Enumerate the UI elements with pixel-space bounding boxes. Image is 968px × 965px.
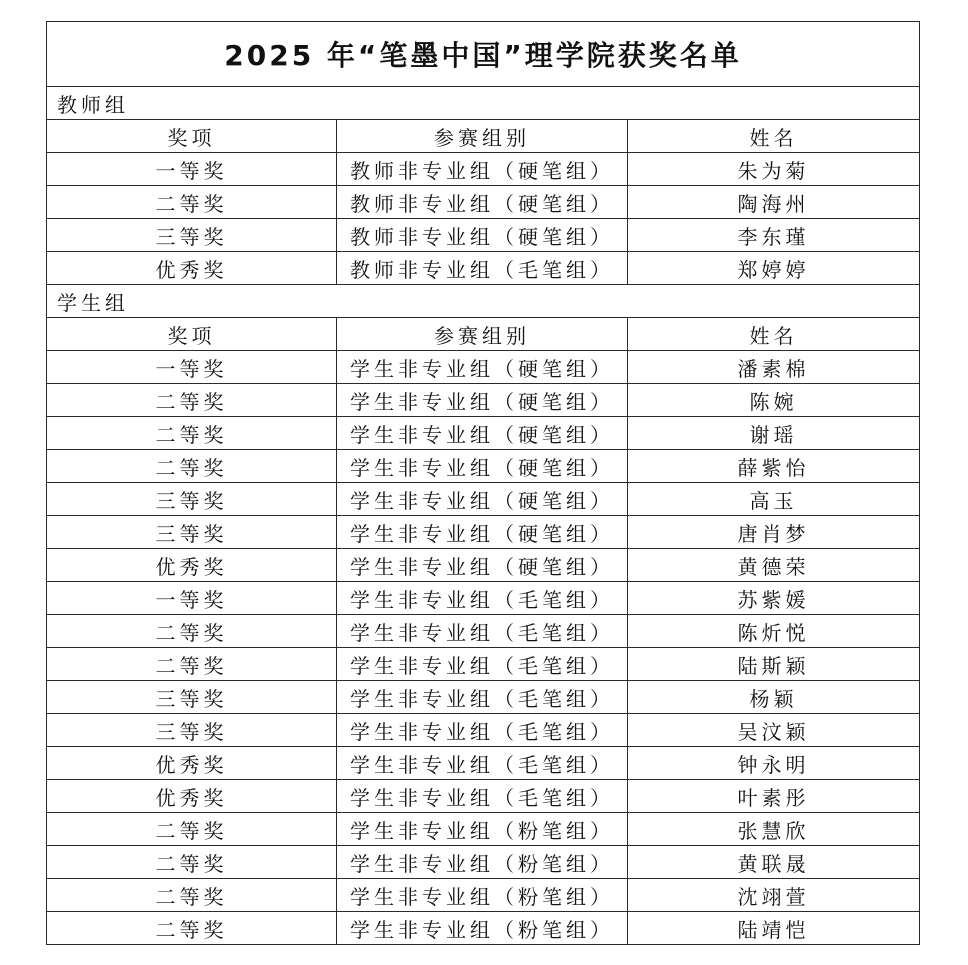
name-cell: 黄联晟 bbox=[628, 846, 920, 879]
table-row bbox=[47, 219, 920, 252]
award-table-body bbox=[47, 22, 920, 945]
section-label: 学生组 bbox=[47, 285, 920, 318]
award-cell: 二等奖 bbox=[47, 912, 337, 945]
award-cell: 一等奖 bbox=[47, 153, 337, 186]
award-cell: 二等奖 bbox=[47, 186, 337, 219]
name-cell: 唐肖梦 bbox=[628, 516, 920, 549]
header-row bbox=[47, 120, 920, 153]
name-cell: 叶素彤 bbox=[628, 780, 920, 813]
section-row bbox=[47, 285, 920, 318]
award-cell: 二等奖 bbox=[47, 417, 337, 450]
award-cell: 二等奖 bbox=[47, 615, 337, 648]
award-cell: 优秀奖 bbox=[47, 549, 337, 582]
table-row bbox=[47, 351, 920, 384]
award-cell: 二等奖 bbox=[47, 846, 337, 879]
table-row bbox=[47, 252, 920, 285]
category-cell: 学生非专业组（毛笔组） bbox=[337, 648, 628, 681]
name-cell: 沈翊萱 bbox=[628, 879, 920, 912]
category-cell: 学生非专业组（硬笔组） bbox=[337, 483, 628, 516]
award-cell: 一等奖 bbox=[47, 351, 337, 384]
award-cell: 三等奖 bbox=[47, 219, 337, 252]
title-row bbox=[47, 22, 920, 87]
table-row bbox=[47, 747, 920, 780]
table-row bbox=[47, 384, 920, 417]
name-cell: 黄德荣 bbox=[628, 549, 920, 582]
category-cell: 学生非专业组（毛笔组） bbox=[337, 747, 628, 780]
award-cell: 二等奖 bbox=[47, 450, 337, 483]
name-cell: 谢瑶 bbox=[628, 417, 920, 450]
category-cell: 学生非专业组（硬笔组） bbox=[337, 549, 628, 582]
table-row bbox=[47, 813, 920, 846]
award-cell: 二等奖 bbox=[47, 879, 337, 912]
table-row bbox=[47, 681, 920, 714]
table-row bbox=[47, 516, 920, 549]
category-cell: 学生非专业组（硬笔组） bbox=[337, 351, 628, 384]
award-cell: 优秀奖 bbox=[47, 780, 337, 813]
table-row bbox=[47, 153, 920, 186]
table-row bbox=[47, 549, 920, 582]
section-label: 教师组 bbox=[47, 87, 920, 120]
header-award: 奖项 bbox=[47, 120, 337, 153]
table-row bbox=[47, 582, 920, 615]
category-cell: 学生非专业组（毛笔组） bbox=[337, 714, 628, 747]
award-list-table bbox=[46, 21, 920, 945]
award-cell: 优秀奖 bbox=[47, 747, 337, 780]
name-cell: 陈婉 bbox=[628, 384, 920, 417]
category-cell: 学生非专业组（毛笔组） bbox=[337, 615, 628, 648]
award-cell: 三等奖 bbox=[47, 516, 337, 549]
category-cell: 学生非专业组（硬笔组） bbox=[337, 417, 628, 450]
name-cell: 张慧欣 bbox=[628, 813, 920, 846]
award-cell: 优秀奖 bbox=[47, 252, 337, 285]
name-cell: 吴汶颖 bbox=[628, 714, 920, 747]
header-row bbox=[47, 318, 920, 351]
table-row bbox=[47, 912, 920, 945]
table-row bbox=[47, 417, 920, 450]
table-row bbox=[47, 879, 920, 912]
category-cell: 学生非专业组（粉笔组） bbox=[337, 879, 628, 912]
table-row bbox=[47, 615, 920, 648]
award-cell: 三等奖 bbox=[47, 681, 337, 714]
category-cell: 学生非专业组（粉笔组） bbox=[337, 846, 628, 879]
section-row bbox=[47, 87, 920, 120]
category-cell: 教师非专业组（硬笔组） bbox=[337, 186, 628, 219]
table-row bbox=[47, 483, 920, 516]
name-cell: 陶海州 bbox=[628, 186, 920, 219]
name-cell: 朱为菊 bbox=[628, 153, 920, 186]
page-title: 2025 年“笔墨中国”理学院获奖名单 bbox=[47, 22, 920, 87]
name-cell: 钟永明 bbox=[628, 747, 920, 780]
table-row bbox=[47, 780, 920, 813]
category-cell: 学生非专业组（毛笔组） bbox=[337, 582, 628, 615]
name-cell: 潘素棉 bbox=[628, 351, 920, 384]
award-cell: 二等奖 bbox=[47, 813, 337, 846]
category-cell: 学生非专业组（硬笔组） bbox=[337, 450, 628, 483]
name-cell: 李东瑾 bbox=[628, 219, 920, 252]
table-row bbox=[47, 450, 920, 483]
award-cell: 三等奖 bbox=[47, 483, 337, 516]
category-cell: 学生非专业组（毛笔组） bbox=[337, 681, 628, 714]
table-row bbox=[47, 186, 920, 219]
award-cell: 二等奖 bbox=[47, 384, 337, 417]
award-cell: 二等奖 bbox=[47, 648, 337, 681]
name-cell: 薛紫怡 bbox=[628, 450, 920, 483]
name-cell: 陆斯颖 bbox=[628, 648, 920, 681]
category-cell: 学生非专业组（粉笔组） bbox=[337, 813, 628, 846]
name-cell: 杨颖 bbox=[628, 681, 920, 714]
category-cell: 教师非专业组（硬笔组） bbox=[337, 219, 628, 252]
category-cell: 教师非专业组（毛笔组） bbox=[337, 252, 628, 285]
name-cell: 苏紫媛 bbox=[628, 582, 920, 615]
header-name: 姓名 bbox=[628, 318, 920, 351]
award-cell: 三等奖 bbox=[47, 714, 337, 747]
table-row bbox=[47, 846, 920, 879]
header-category: 参赛组别 bbox=[337, 318, 628, 351]
name-cell: 高玉 bbox=[628, 483, 920, 516]
name-cell: 郑婷婷 bbox=[628, 252, 920, 285]
header-category: 参赛组别 bbox=[337, 120, 628, 153]
category-cell: 教师非专业组（硬笔组） bbox=[337, 153, 628, 186]
category-cell: 学生非专业组（毛笔组） bbox=[337, 780, 628, 813]
award-cell: 一等奖 bbox=[47, 582, 337, 615]
category-cell: 学生非专业组（硬笔组） bbox=[337, 384, 628, 417]
category-cell: 学生非专业组（粉笔组） bbox=[337, 912, 628, 945]
header-award: 奖项 bbox=[47, 318, 337, 351]
name-cell: 陆靖恺 bbox=[628, 912, 920, 945]
name-cell: 陈炘悦 bbox=[628, 615, 920, 648]
header-name: 姓名 bbox=[628, 120, 920, 153]
category-cell: 学生非专业组（硬笔组） bbox=[337, 516, 628, 549]
table-row bbox=[47, 714, 920, 747]
table-row bbox=[47, 648, 920, 681]
